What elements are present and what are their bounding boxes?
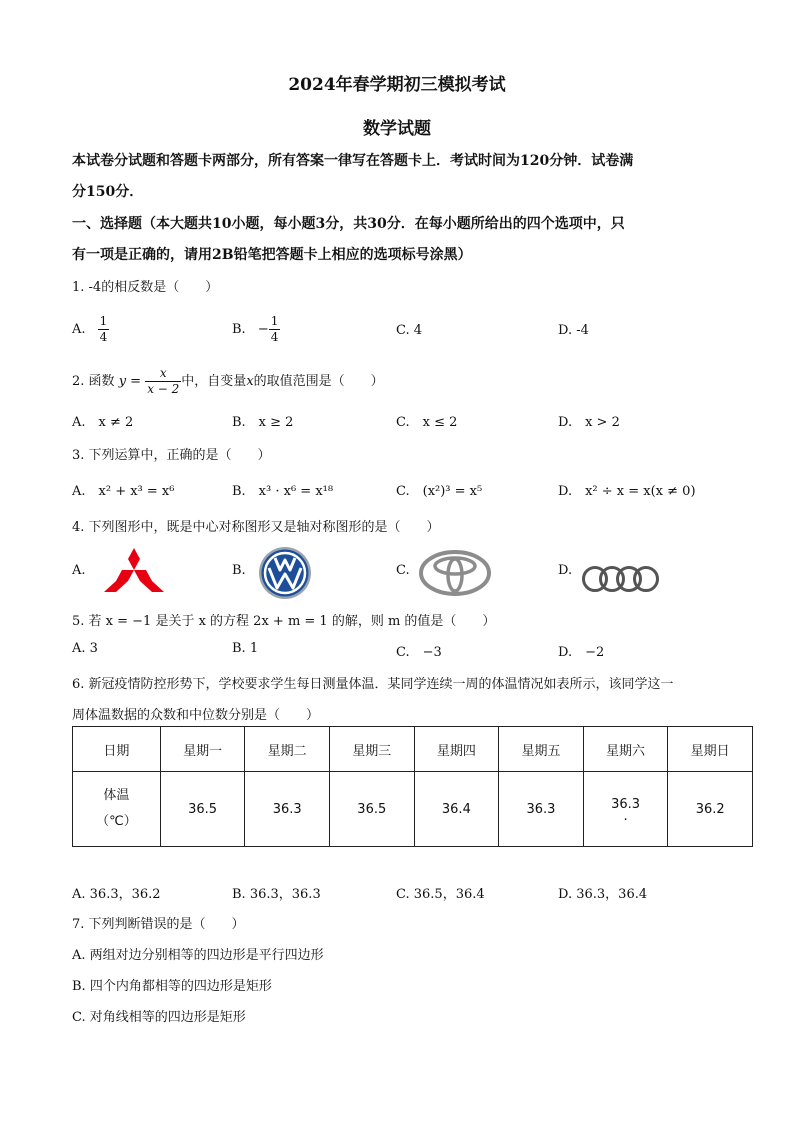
q5-option-a: A. 3 (72, 641, 98, 656)
q2-num: x (145, 366, 181, 382)
table-header-row (73, 727, 753, 772)
table-cell: 36.4 (414, 772, 499, 847)
table-header-cell: 星期一 (160, 727, 245, 772)
table-cell: 36.3 (245, 772, 330, 847)
q1-b-sign: − (257, 322, 269, 337)
q7-option-c: C. 对角线相等的四边形是矩形 (72, 1010, 246, 1025)
row-label-temp: 体温 (103, 788, 130, 803)
table-cell: 36.5 (329, 772, 414, 847)
table-header-cell: 日期 (73, 727, 161, 772)
q2-prefix: 2. 函数 (72, 374, 115, 389)
q2-var: x (246, 374, 254, 389)
q6-option-d: D. 36.3，36.4 (558, 887, 648, 902)
q1-b-fraction (269, 314, 281, 345)
table-header-cell: 星期二 (245, 727, 330, 772)
page-title: 2024年春学期初三模拟考试 (288, 75, 506, 95)
q1-option-b (232, 314, 280, 345)
q4-stem: 4. 下列图形中，既是中心对称图形又是轴对称图形的是（ ） (72, 520, 440, 535)
q2-y: y = (118, 374, 142, 389)
q3-option-c: C. (x²)³ = x⁵ (396, 484, 483, 499)
q6-option-c: C. 36.5，36.4 (396, 887, 485, 902)
q4-option-a-label: A. (72, 563, 86, 578)
section1-line-2: 有一项是正确的，请用2B铅笔把答题卡上相应的选项标号涂黑） (72, 247, 472, 263)
q1-option-a (72, 314, 109, 345)
table-cell: 36.2 (668, 772, 753, 847)
q1-a-num: 1 (99, 314, 108, 328)
q5-option-c: C. −3 (396, 645, 442, 660)
section1-line-1: 一、选择题（本大题共10小题，每小题3分，共30分．在每小题所给出的四个选项中，只 (72, 216, 625, 232)
intro-line-1: 本试卷分试题和答题卡两部分，所有答案一律写在答题卡上．考试时间为120分钟．试卷满 (72, 153, 634, 169)
q3-option-b: B. x³ · x⁶ = x¹⁸ (232, 484, 334, 499)
q1-option-c: C. 4 (396, 323, 423, 338)
mitsubishi-logo-icon (104, 548, 164, 596)
q3-option-d: D. x² ÷ x = x(x ≠ 0) (558, 484, 696, 499)
q2-option-b: B. x ≥ 2 (232, 415, 294, 430)
q2-suffix: 中，自变量 (181, 374, 247, 389)
table-cell: 36.3 (499, 772, 584, 847)
table-header-cell: 星期五 (499, 727, 584, 772)
q2-den: x − 2 (147, 382, 180, 396)
table-cell-saturday (583, 772, 668, 847)
q6-option-a: A. 36.3，36.2 (72, 887, 161, 902)
q7-option-a: A. 两组对边分别相等的四边形是平行四边形 (72, 948, 324, 963)
q4-option-b-label: B. (232, 563, 246, 578)
q2-option-c: C. x ≤ 2 (396, 415, 458, 430)
table-cell-dot: . (623, 808, 628, 824)
temperature-table (72, 726, 753, 847)
q1-b-label: B. (232, 322, 246, 337)
toyota-logo-icon (419, 550, 491, 596)
table-row-label (73, 772, 161, 847)
table-header-cell: 星期六 (583, 727, 668, 772)
q5-option-b: B. 1 (232, 641, 259, 656)
table-row (73, 772, 753, 847)
q4-option-c-label: C. (396, 563, 410, 578)
audi-logo-icon (581, 564, 663, 594)
q2-fraction (145, 366, 181, 397)
q1-stem: 1. -4的相反数是（ ） (72, 280, 219, 295)
q6-option-b: B. 36.3，36.3 (232, 887, 321, 902)
q1-b-den: 4 (270, 330, 279, 344)
table-cell: 36.5 (160, 772, 245, 847)
q1-option-d: D. -4 (558, 323, 589, 338)
q4-option-d-label: D. (558, 563, 573, 578)
table-header-cell: 星期三 (329, 727, 414, 772)
q3-option-a: A. x² + x³ = x⁶ (72, 484, 175, 499)
q7-stem: 7. 下列判断错误的是（ ） (72, 917, 245, 932)
table-header-cell: 星期日 (668, 727, 753, 772)
q6-stem-line-1: 6. 新冠疫情防控形势下，学校要求学生每日测量体温．某同学连续一周的体温情况如表所示，该同学这一 (72, 677, 674, 692)
q6-stem-line-2: 周体温数据的众数和中位数分别是（ ） (72, 708, 320, 723)
q5-option-d: D. −2 (558, 645, 605, 660)
table-header-cell: 星期四 (414, 727, 499, 772)
q5-stem: 5. 若 x = −1 是关于 x 的方程 2x + m = 1 的解，则 m 的值是（ ） (72, 614, 496, 629)
q2-stem (72, 366, 384, 397)
q3-stem: 3. 下列运算中，正确的是（ ） (72, 448, 271, 463)
q2-option-a: A. x ≠ 2 (72, 415, 134, 430)
q1-a-label: A. (72, 322, 86, 337)
volkswagen-logo-icon (258, 546, 312, 600)
q1-b-num: 1 (270, 314, 279, 328)
table-cell-value: 36.3 (611, 796, 641, 812)
q1-a-den: 4 (99, 330, 108, 344)
q2-option-d: D. x > 2 (558, 415, 620, 430)
q2-suffix2: 的取值范围是（ ） (253, 374, 384, 389)
q1-a-fraction (98, 314, 110, 345)
intro-line-2: 分150分． (72, 184, 144, 200)
page-subtitle: 数学试题 (363, 119, 431, 139)
q7-option-b: B. 四个内角都相等的四边形是矩形 (72, 979, 272, 994)
row-label-unit: （℃） (96, 814, 137, 829)
